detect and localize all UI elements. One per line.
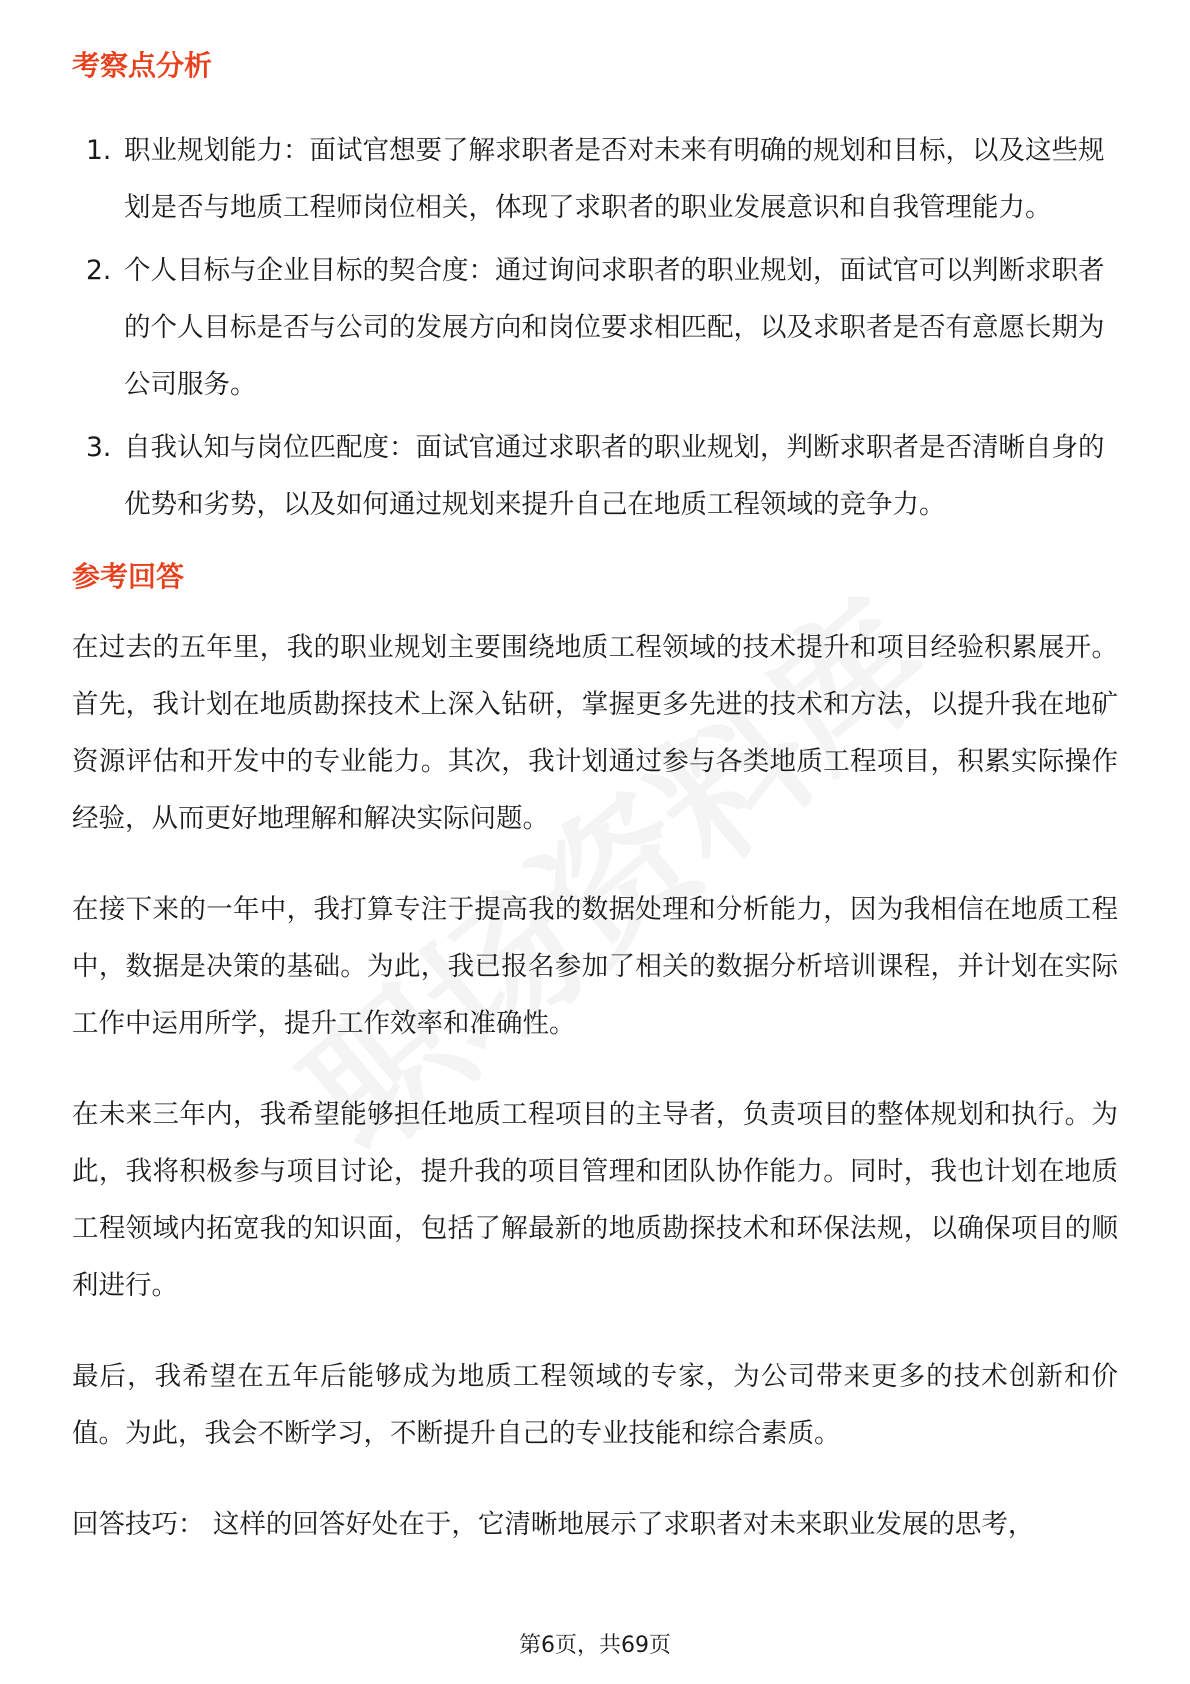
analysis-heading: 考察点分析	[72, 49, 213, 82]
answer-paragraph: 在接下来的一年中，我打算专注于提高我的数据处理和分析能力，因为我相信在地质工程中，数据是决策的基础。为此，我已报名参加了相关的数据分析培训课程，并计划在实际工作中运用所学，提升工作效率和准确性。	[72, 894, 1118, 1039]
document-page	[72, 46, 1118, 1553]
answer-tip: 回答技巧： 这样的回答好处在于，它清晰地展示了求职者对未来职业发展的思考，	[72, 1509, 1035, 1540]
page-number: 第6页，共69页	[519, 1633, 671, 1658]
answer-paragraph: 在未来三年内，我希望能够担任地质工程项目的主导者，负责项目的整体规划和执行。为此，我将积极参与项目讨论，提升我的项目管理和团队协作能力。同时，我也计划在地质工程领域内拓宽我的知识面，包括了解最新的地质勘探技术和环保法规，以确保项目的顺利进行。	[72, 1099, 1118, 1301]
list-item	[72, 122, 1118, 236]
answer-heading: 参考回答	[72, 560, 185, 593]
answer-paragraph: 在过去的五年里，我的职业规划主要围绕地质工程领域的技术提升和项目经验积累展开。首先，我计划在地质勘探技术上深入钻研，掌握更多先进的技术和方法，以提升我在地矿资源评估和开发中的专业能力。其次，我计划通过参与各类地质工程项目，积累实际操作经验，从而更好地理解和解决实际问题。	[72, 632, 1118, 834]
list-item-text: 职业规划能力：面试官想要了解求职者是否对未来有明确的规划和目标，以及这些规划是否与地质工程师岗位相关，体现了求职者的职业发展意识和自我管理能力。	[124, 135, 1105, 223]
answer-paragraph: 最后，我希望在五年后能够成为地质工程领域的专家，为公司带来更多的技术创新和价值。为此，我会不断学习，不断提升自己的专业技能和综合素质。	[72, 1361, 1118, 1449]
list-item-text: 自我认知与岗位匹配度：面试官通过求职者的职业规划，判断求职者是否清晰自身的优势和劣势，以及如何通过规划来提升自己在地质工程领域的竞争力。	[124, 432, 1105, 520]
list-number: 3.	[86, 432, 112, 463]
analysis-list	[72, 122, 1118, 533]
list-item-text: 个人目标与企业目标的契合度：通过询问求职者的职业规划，面试官可以判断求职者的个人目标是否与公司的发展方向和岗位要求相匹配，以及求职者是否有意愿长期为公司服务。	[124, 255, 1105, 400]
list-item	[72, 242, 1118, 413]
list-item	[72, 419, 1118, 533]
list-number: 1.	[86, 135, 112, 166]
list-number: 2.	[86, 255, 112, 286]
